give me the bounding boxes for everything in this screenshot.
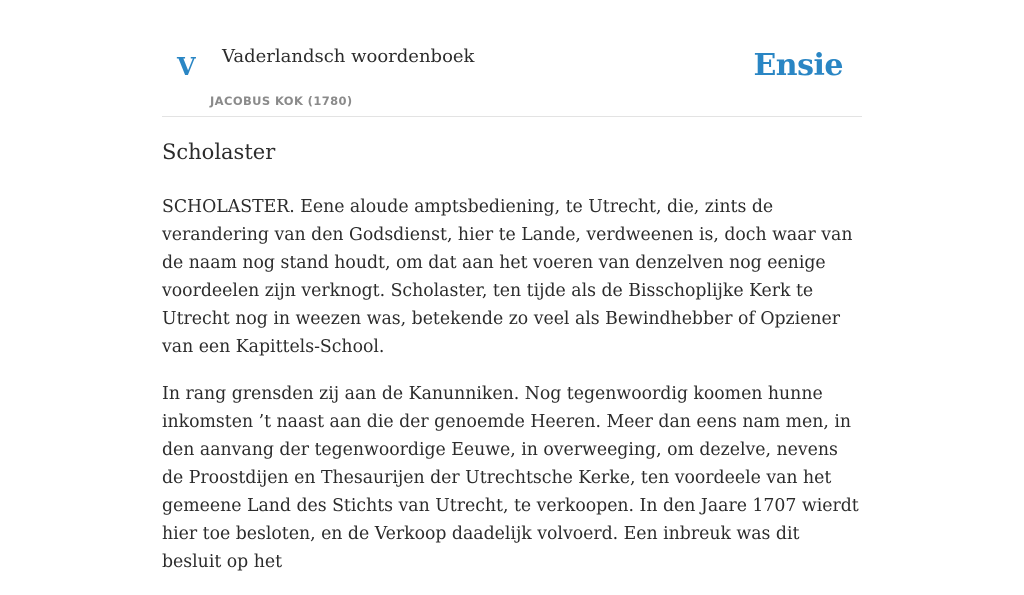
book-letter-icon[interactable]: V — [177, 52, 196, 81]
book-author: JACOBUS KOK (1780) — [210, 94, 353, 108]
book-title-link[interactable]: Vaderlandsch woordenboek — [222, 46, 475, 67]
page-header — [162, 0, 862, 117]
article-paragraph: SCHOLASTER. Eene aloude amptsbediening, te Utrecht, die, zints de verandering van den Godsdienst, hier te Lande, verdweenen is, doch waar van de naam nog stand houdt, om dat aan het voeren van denzelven nog eenige voordeelen zijn verknogt. Scholaster, ten tijde als de Bisschoplijke Kerk te Utrecht nog in weezen was, betekende zo veel als Bewindhebber of Opziener van een Kapittels-School. — [162, 197, 853, 357]
article-body — [162, 193, 862, 595]
article-paragraph: In rang grensden zij aan de Kanunniken. Nog tegenwoordig koomen hunne inkomsten ’t naast aan die der genoemde Heeren. Meer dan eens nam men, in den aanvang der tegenwoordige Eeuwe, in overweeging, om dezelve, nevens de Proostdijen en Thesaurijen der Utrechtsche Kerke, ten voordeele van het gemeene Land des Stichts van Utrecht, te verkoopen. In den Jaare 1707 wierdt hier toe besloten, en de Verkoop daadelijk volvoerd. Een inbreuk was dit besluit op het — [162, 384, 859, 572]
ensie-logo-link[interactable]: Ensie — [753, 48, 843, 83]
article-title: Scholaster — [162, 140, 276, 164]
